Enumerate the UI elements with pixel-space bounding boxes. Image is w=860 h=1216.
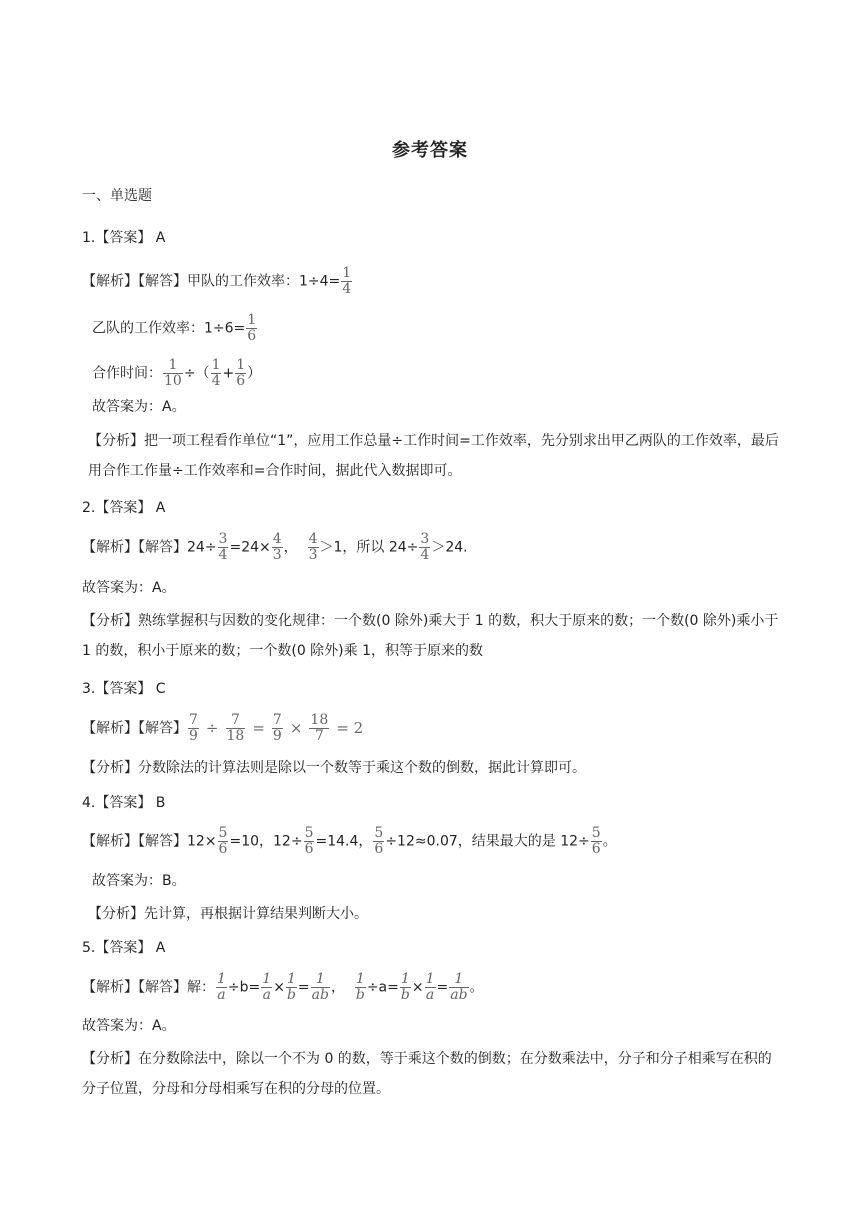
fraction: $\frac{1}{6}$ (247, 312, 257, 344)
fraction: $\frac{5}{6}$ (374, 825, 384, 857)
section-heading: 一、单选题 (82, 188, 152, 204)
q3-fenxi: 【分析】分数除法的计算法则是除以一个数等于乘这个数的倒数，据此计算即可。 (82, 760, 586, 776)
q1-fenxi: 【分析】把一项工程看作单位“1”，应用工作总量÷工作时间=工作效率，先分别求出甲乙两队的工作效率，最后用合作工作量÷工作效率和=合作时间，据此代入数据即可。 (88, 433, 779, 479)
fraction: $\frac{5}{6}$ (304, 825, 314, 857)
fraction: $\frac{3}{4}$ (420, 531, 430, 563)
fraction: $\frac{1}{ab}$ (311, 971, 329, 1003)
fraction: $\frac{4}{3}$ (272, 531, 282, 563)
q4-answer: 4.【答案】 B (82, 795, 166, 811)
fraction: $\frac{4}{3}$ (308, 531, 318, 563)
q2-answer: 2.【答案】 A (82, 500, 166, 516)
fraction: $\frac{1}{ab}$ (450, 971, 468, 1003)
fraction: $\frac{1}{b}$ (400, 971, 410, 1003)
fraction: $\frac{7}{9}$ (272, 712, 282, 744)
fraction: $\frac{1}{10}$ (164, 357, 182, 389)
fraction: $\frac{1}{a}$ (262, 971, 272, 1003)
q1-conclusion: 故答案为：A。 (92, 399, 186, 415)
q2-fenxi: 【分析】熟练掌握积与因数的变化规律：一个数(0 除外)乘大于 1 的数，积大于原来的数；一个数(0 除外)乘小于 1 的数，积小于原来的数；一个数(0 除外)乘 1，积等于原来的数 (82, 613, 779, 659)
q1-answer: 1.【答案】 A (82, 230, 166, 246)
q4-jiexi: 【解析】【解答】12× $\frac{5}{6}$ =10，12÷ $\frac{5}{6}$ =14.4， $\frac{5}{6}$ ÷12≈0.07，结果最大的是 12÷ $\frac{5}{6}$ 。 (82, 825, 617, 857)
q5-fenxi: 【分析】在分数除法中，除以一个不为 0 的数，等于乘这个数的倒数；在分数乘法中，分子和分子相乘写在积的分子位置，分母和分母相乘写在积的分母的位置。 (82, 1051, 772, 1097)
q1-jiexi-text: 【解析】【解答】甲队的工作效率：1÷4= (82, 273, 341, 290)
fraction: $\frac{7}{18}$ (226, 712, 245, 744)
fraction: $\frac{3}{4}$ (218, 531, 228, 563)
q2-jiexi: 【解析】【解答】24÷ $\frac{3}{4}$ =24× $\frac{4}{3}$ ， $\frac{4}{3}$ ＞1，所以 24÷ $\frac{3}{4}$ ＞24. (82, 531, 468, 563)
fraction: $\frac{5}{6}$ (591, 825, 601, 857)
fraction: $\frac{1}{b}$ (355, 971, 365, 1003)
q1-jiexi (82, 266, 353, 297)
q2-conclusion: 故答案为：A。 (82, 580, 176, 596)
q3-jiexi: 【解析】【解答】 $\frac{7}{9}$ ÷ $\frac{7}{18}$ = $\frac{7}{9}$ × $\frac{18}{7}$ = 2 (82, 712, 364, 744)
q1-line3: 合作时间： $\frac{1}{10}$ ÷（ $\frac{1}{4}$ + $\frac{1}{6}$ ） (92, 357, 262, 389)
fraction: $\frac{1}{4}$ (211, 357, 221, 389)
q5-conclusion: 故答案为：A。 (82, 1018, 176, 1034)
q5-answer: 5.【答案】 A (82, 940, 166, 956)
fraction: $\frac{5}{6}$ (218, 825, 228, 857)
fraction: $\frac{18}{7}$ (310, 712, 329, 744)
fraction: $\frac{1}{a}$ (425, 971, 435, 1003)
q5-jiexi: 【解析】【解答】解： $\frac{1}{a}$ ÷b= $\frac{1}{a}$ × $\frac{1}{b}$ = $\frac{1}{ab}$ ， $\frac{1}{b}$ ÷a= $\frac{1}{b}$ × $\frac{1}{a}$ = $\frac{1}{ab}$ 。 (82, 971, 484, 1003)
q4-conclusion: 故答案为：B。 (92, 873, 186, 889)
q3-answer: 3.【答案】 C (82, 681, 166, 697)
q1-line2: 乙队的工作效率：1÷6= $\frac{1}{6}$ (92, 312, 257, 344)
fraction: $\frac{1}{a}$ (217, 971, 226, 1003)
fraction: $\frac{7}{9}$ (189, 712, 198, 744)
page-title: 参考答案 (392, 140, 468, 161)
fraction: $\frac{1}{6}$ (236, 357, 246, 389)
fraction: $\frac{1}{b}$ (286, 971, 296, 1003)
fraction: $\frac{1}{4}$ (342, 265, 352, 297)
q4-fenxi: 【分析】先计算，再根据计算结果判断大小。 (88, 906, 368, 922)
